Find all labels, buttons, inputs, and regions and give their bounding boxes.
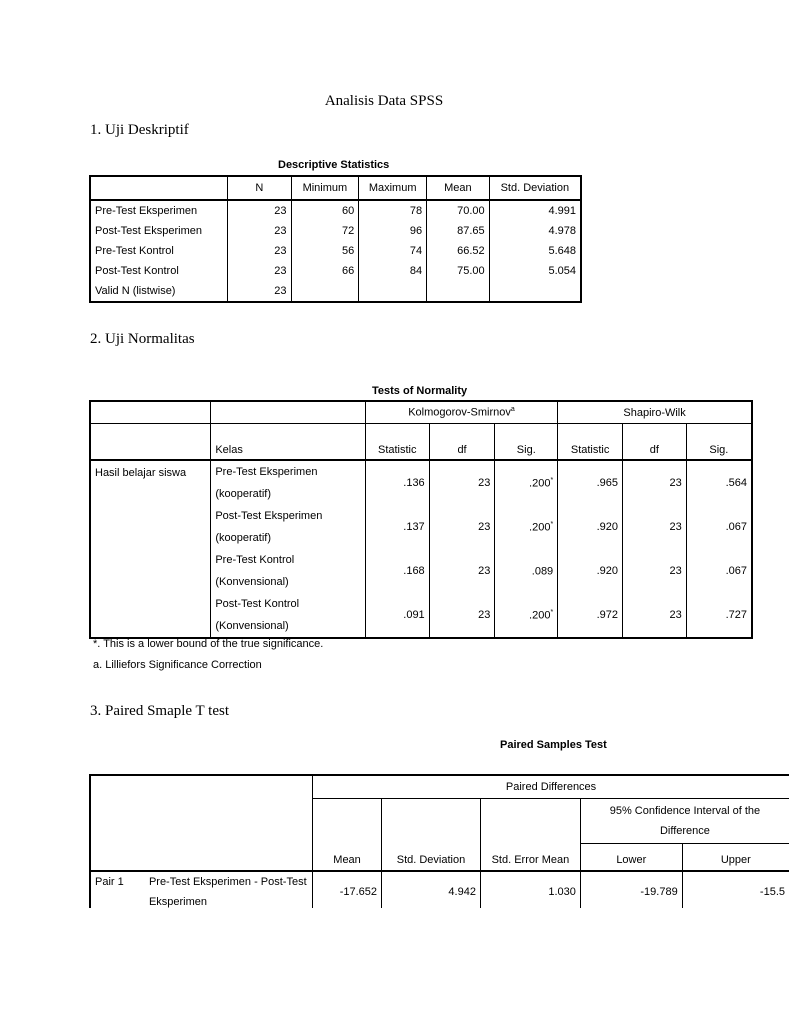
sw-statistic: .920 [558, 505, 623, 549]
cell-sd: 4.991 [489, 200, 581, 221]
header-cell: Std. Deviation [489, 176, 581, 200]
table-header-row [90, 401, 752, 424]
cell-n: 23 [228, 241, 291, 261]
normality-table-title: Tests of Normality [372, 385, 468, 397]
header-cell: Lower [580, 844, 682, 872]
cell-sd: 4.978 [489, 221, 581, 241]
kelas-cell: Post-Test Kontrol (Konvensional) [211, 593, 365, 638]
cell-sd: 5.648 [489, 241, 581, 261]
confidence-interval-header: 95% Confidence Interval of the Difference [580, 799, 789, 844]
cell-n: 23 [228, 281, 291, 302]
cell-sd [489, 281, 581, 302]
header-cell-empty [90, 775, 313, 871]
cell-n: 23 [228, 200, 291, 221]
row-label: Post-Test Eksperimen [95, 225, 202, 237]
header-cell: df [429, 424, 495, 461]
kelas-header: Kelas [211, 424, 365, 461]
sw-sig: .067 [686, 505, 752, 549]
sw-statistic: .972 [558, 593, 623, 638]
header-cell-empty [480, 799, 580, 844]
paired-differences-header: Paired Differences [313, 775, 789, 799]
kelas-cell: Post-Test Eksperimen (kooperatif) [211, 505, 365, 549]
group-label: Hasil belajar siswa [95, 467, 187, 479]
header-cell: Maximum [359, 176, 427, 200]
kelas-cell: Pre-Test Kontrol (Konvensional) [211, 549, 365, 593]
ks-group-header: Kolmogorov-Smirnov$^a$ [365, 401, 557, 424]
cell-min: 66 [291, 261, 359, 281]
cell-mean [427, 281, 490, 302]
pair-label: Pair 1 [95, 876, 124, 888]
ks-statistic: .168 [365, 549, 429, 593]
sw-sig: .067 [686, 549, 752, 593]
sw-df: 23 [623, 505, 687, 549]
header-cell-empty [90, 424, 211, 461]
sw-statistic: .920 [558, 549, 623, 593]
header-cell: Mean [313, 844, 382, 872]
pair-upper: -15.5 [682, 871, 789, 912]
cell-min: 72 [291, 221, 359, 241]
paired-samples-test-table [89, 774, 789, 912]
ks-sig: .200* [495, 593, 558, 638]
header-cell-empty [382, 799, 481, 844]
table-row [90, 460, 752, 505]
pair-name: Pre-Test Eksperimen - Post-Test Eksperimen [148, 876, 307, 908]
header-cell: df [623, 424, 687, 461]
sw-df: 23 [623, 460, 687, 505]
table-row [90, 871, 789, 912]
table-row [90, 221, 581, 241]
ks-statistic: .136 [365, 460, 429, 505]
table-header-row [90, 424, 752, 461]
header-cell: Sig. [686, 424, 752, 461]
sw-sig: .727 [686, 593, 752, 638]
pair-mean: -17.652 [313, 871, 382, 912]
cell-sd: 5.054 [489, 261, 581, 281]
cell-max: 78 [359, 200, 427, 221]
cell-mean: 70.00 [427, 200, 490, 221]
ks-df: 23 [429, 460, 495, 505]
cell-max: 74 [359, 241, 427, 261]
cell-min [291, 281, 359, 302]
footnote-lower-bound: *. This is a lower bound of the true significance. [93, 638, 324, 650]
cell-min: 56 [291, 241, 359, 261]
footnote-lilliefors: a. Lilliefors Significance Correction [93, 659, 262, 671]
paired-table-title: Paired Samples Test [500, 739, 607, 751]
document-title: Analisis Data SPSS [324, 93, 444, 109]
header-cell-empty [90, 401, 211, 424]
sw-group-header: Shapiro-Wilk [558, 401, 752, 424]
table-row [90, 261, 581, 281]
table-header-row [90, 775, 789, 799]
header-cell: Upper [682, 844, 789, 872]
cell-mean: 66.52 [427, 241, 490, 261]
header-cell-empty [90, 176, 228, 200]
pair-sd: 4.942 [382, 871, 481, 912]
cell-max: 96 [359, 221, 427, 241]
row-label: Post-Test Kontrol [95, 265, 179, 277]
row-label: Valid N (listwise) [95, 285, 176, 297]
header-cell: Std. Deviation [382, 844, 481, 872]
header-cell: Sig. [495, 424, 558, 461]
cell-max: 84 [359, 261, 427, 281]
sw-df: 23 [623, 593, 687, 638]
ks-statistic: .137 [365, 505, 429, 549]
tests-of-normality-table [89, 400, 753, 639]
cell-min: 60 [291, 200, 359, 221]
row-label: Pre-Test Kontrol [95, 245, 174, 257]
header-cell: Std. Error Mean [480, 844, 580, 872]
ks-sig: .200* [495, 505, 558, 549]
section-heading-descriptive: 1. Uji Deskriptif [90, 122, 189, 138]
row-label: Pre-Test Eksperimen [95, 205, 198, 217]
sw-statistic: .965 [558, 460, 623, 505]
section-heading-normality: 2. Uji Normalitas [90, 331, 195, 347]
cell-mean: 75.00 [427, 261, 490, 281]
header-cell-empty [211, 401, 365, 424]
table-row [90, 241, 581, 261]
descriptive-table-title: Descriptive Statistics [278, 159, 390, 171]
cell-n: 23 [228, 261, 291, 281]
ks-sig: .089 [495, 549, 558, 593]
header-cell: Mean [427, 176, 490, 200]
kelas-cell: Pre-Test Eksperimen (kooperatif) [211, 460, 365, 505]
table-header-row [90, 176, 581, 200]
header-cell-empty [313, 799, 382, 844]
ks-df: 23 [429, 549, 495, 593]
ks-df: 23 [429, 505, 495, 549]
cell-n: 23 [228, 221, 291, 241]
cell-mean: 87.65 [427, 221, 490, 241]
pair-lower: -19.789 [580, 871, 682, 912]
descriptive-statistics-table [89, 175, 582, 303]
header-cell: Minimum [291, 176, 359, 200]
ks-statistic: .091 [365, 593, 429, 638]
ks-df: 23 [429, 593, 495, 638]
pair-se: 1.030 [480, 871, 580, 912]
section-heading-paired: 3. Paired Smaple T test [90, 703, 230, 719]
sw-df: 23 [623, 549, 687, 593]
sw-sig: .564 [686, 460, 752, 505]
header-cell: N [228, 176, 291, 200]
page-bottom-blank [0, 908, 768, 1024]
cell-max [359, 281, 427, 302]
table-row [90, 200, 581, 221]
header-cell: Statistic [558, 424, 623, 461]
header-cell: Statistic [365, 424, 429, 461]
table-row [90, 281, 581, 302]
ks-sig: .200* [495, 460, 558, 505]
